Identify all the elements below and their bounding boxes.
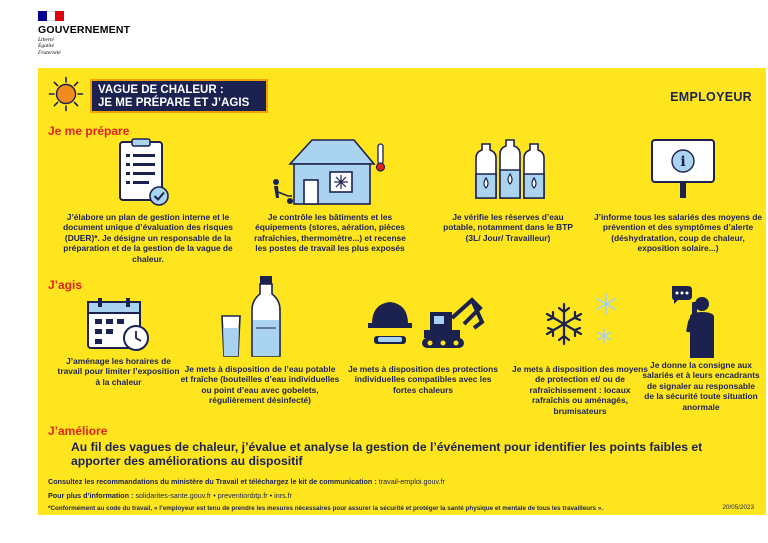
snowflake-icon [542,290,622,354]
info-sign-icon [650,138,716,200]
checklist-icon [112,138,174,208]
person-phone-icon [666,282,720,358]
section-title-prepare: Je me prépare [48,124,130,138]
footer-recommendations: Consultez les recommandations du ministère du Travail et téléchargez le kit de communication : travail-emploi.gouv.fr [48,477,445,486]
info-links[interactable]: solidarites-sante.gouv.fr • preventionbtp.fr • inrs.fr [133,491,293,500]
poster [38,68,766,515]
french-flag-icon [38,11,64,21]
section-title-improve: J’améliore [48,424,108,438]
footer-legal-note: *Conformément au code du travail, « l’employeur est tenu de prendre les mesures nécessaires pour assurer la sécurité et protéger la santé physique et mentale de tous les travailleurs ». [48,505,604,512]
helmet-excavator-icon [368,294,486,352]
travail-emploi-link[interactable]: travail-emploi.gouv.fr [376,477,445,486]
act-item-4-text: Je mets à disposition des moyens de protection et/ ou de rafraîchissement : locaux rafraîchis ou aménagés, brumisateurs [512,364,648,416]
bottom-margin [0,515,768,543]
calendar-clock-icon [86,296,152,352]
poster-title: VAGUE DE CHALEUR : JE ME PRÉPARE ET J’AGIS [90,79,268,113]
audience-label: EMPLOYEUR [670,90,752,104]
sun-icon [48,76,84,112]
act-item-2-text: Je mets à disposition de l’eau potable et fraîche (bouteilles d’eau individuelles ou point d’eau avec gobelets, régulièrement désinfecté) [180,364,340,406]
section-title-act: J’agis [48,278,83,292]
water-jugs-icon [470,138,550,200]
government-motto: Liberté Égalité Fraternité [38,37,61,56]
svg-text:i: i [680,154,686,170]
act-item-1-text: J’aménage les horaires de travail pour limiter l’exposition à la chaleur [57,356,180,387]
prepare-item-4-text: J’informe tous les salariés des moyens de prévention et des symptômes d’alerte (déshydratation, coup de chaleur, exposition solaire...) [593,212,763,254]
footer-more-info: Pour plus d’information : solidarites-sante.gouv.fr • preventionbtp.fr • inrs.fr [48,491,293,500]
water-bottle-glass-icon [218,276,282,358]
prepare-item-1-text: J’élabore un plan de gestion interne et le document unique d’évaluation des risques (DUER)*. Je désigne un responsable de la préparation et de la gestion de la vague de chaleur. [63,212,233,264]
prepare-item-3-text: Je vérifie les réserves d’eau potable, notamment dans le BTP (3L/ Jour/ Travailleur) [443,212,573,243]
act-item-3-text: Je mets à disposition des protections individuelles compatibles avec les fortes chaleurs [348,364,498,395]
publication-date: 20/05/2023 [722,504,754,511]
improve-statement: Au fil des vagues de chaleur, j’évalue et analyse la gestion de l’événement pour identifier les points faibles et apporter des améliorations au dispositif [71,440,703,469]
building-thermometer-icon [260,134,402,212]
government-name: GOUVERNEMENT [38,24,131,36]
act-item-5-text: Je donne la consigne aux salariés et à leurs encadrants de signaler au responsable de la sécurité toute situation anormale [642,360,760,412]
prepare-item-2-text: Je contrôle les bâtiments et les équipements (stores, aération, pièces rafraîchies, thermomètre...) et recense les postes de travail les plus exposés [254,212,406,254]
header [0,0,768,68]
